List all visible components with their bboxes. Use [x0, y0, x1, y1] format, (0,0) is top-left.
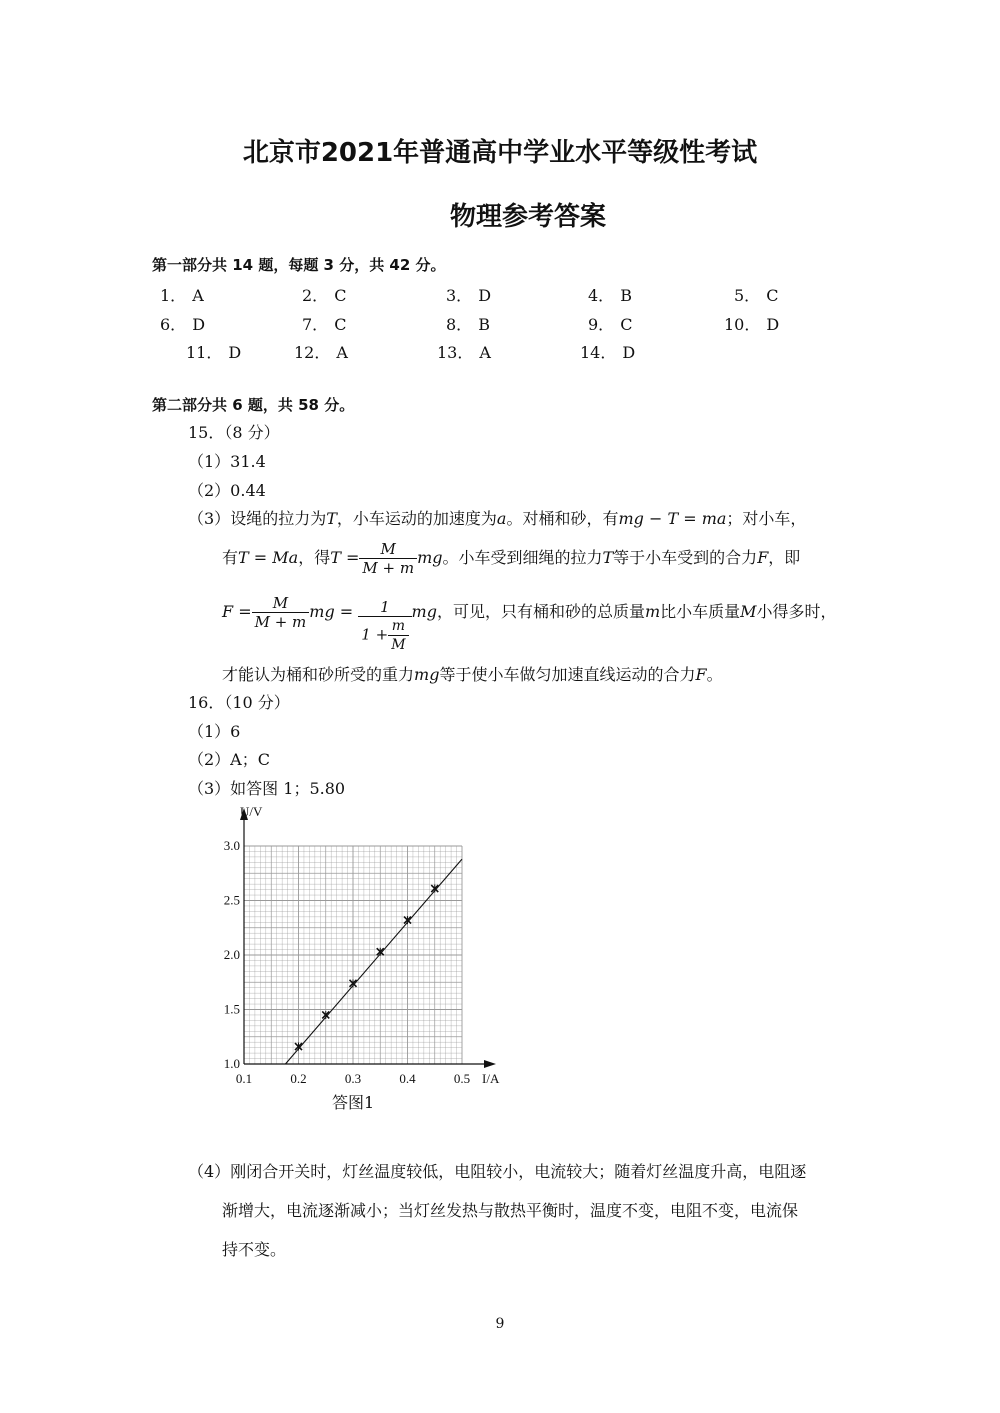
x-tick-label: 0.2 — [290, 1071, 307, 1086]
denominator: M — [388, 635, 408, 654]
equals-sign: = — [339, 602, 354, 621]
mc-question-number: 3． — [446, 286, 473, 305]
var-mg: mg — [417, 548, 443, 567]
q15-answer-1: （1）31.4 — [188, 452, 266, 471]
chart-tick-labels — [224, 838, 470, 1086]
text: ，可见，只有桶和砂的总质量 — [436, 602, 645, 621]
var-T: T — [602, 548, 614, 567]
q16-answer-4-line2: 渐增大，电流逐渐减小；当灯丝发热与散热平衡时，温度不变，电阻不变，电流保 — [222, 1201, 799, 1220]
y-tick-label: 3.0 — [223, 838, 240, 853]
mc-answer-item — [160, 312, 205, 335]
q15-answer-3-line2 — [222, 540, 800, 577]
mc-question-number: 10． — [724, 315, 761, 334]
mc-answer-item — [302, 283, 346, 306]
page-title: 北京市2021年普通高中学业水平等级性考试 — [242, 138, 758, 168]
mc-question-number: 5． — [734, 286, 761, 305]
mc-question-number: 2． — [302, 286, 329, 305]
x-axis-label: I/A — [482, 1071, 500, 1086]
q16-answer-1: （1）6 — [188, 722, 241, 741]
q15-answer-3-line3 — [222, 594, 837, 654]
text: 1 + — [361, 625, 389, 643]
q16-answer-4-line1 — [188, 1152, 806, 1191]
q15-label: 15．（8 分） — [188, 423, 280, 442]
var-a: a — [496, 509, 507, 528]
mc-answer-choice: C — [334, 286, 347, 305]
mc-answer-item — [724, 312, 779, 335]
q15-answer-2: （2）0.44 — [188, 481, 266, 500]
mc-answer-choice: C — [334, 315, 347, 334]
mc-answer-choice: C — [766, 286, 779, 305]
x-tick-label: 0.5 — [453, 1071, 471, 1086]
text: 等于小车受到的合力 — [613, 548, 758, 567]
mc-answer-item — [160, 283, 204, 306]
numerator: M — [380, 540, 396, 558]
mc-question-number: 1． — [160, 286, 187, 305]
fraction-M-over-M-plus-m — [359, 540, 417, 577]
mc-question-number: 9． — [588, 315, 615, 334]
mc-answer-choice: D — [766, 315, 780, 334]
mc-answer-item — [446, 312, 490, 335]
equation-1: mg − T = ma — [618, 509, 727, 528]
denominator: M + m — [252, 612, 310, 631]
q15-answer-3-line1 — [188, 509, 806, 529]
part2-heading: 第二部分共 6 题，共 58 分。 — [152, 396, 355, 414]
text: 小得多时， — [756, 602, 837, 621]
part1-heading: 第一部分共 14 题，每题 3 分，共 42 分。 — [152, 256, 446, 274]
page-number: 9 — [495, 1316, 505, 1332]
var-F: F — [695, 665, 707, 684]
text: ，得 — [298, 548, 331, 567]
text: 。对桶和砂，有 — [506, 509, 619, 528]
mc-answer-choice: A — [479, 343, 491, 362]
mc-question-number: 12． — [294, 343, 331, 362]
mc-answer-choice: D — [622, 343, 636, 362]
q16-answer-2: （2）A；C — [188, 750, 270, 769]
y-tick-label: 1.0 — [223, 1056, 240, 1071]
q16-answer-4-line3: 持不变。 — [222, 1240, 287, 1259]
mc-answer-item — [294, 340, 348, 363]
text: 。小车受到细绳的拉力 — [442, 548, 603, 567]
text: 比小车质量 — [660, 602, 741, 621]
mc-question-number: 14． — [580, 343, 617, 362]
mc-answer-choice: A — [192, 286, 204, 305]
x-tick-label: 0.1 — [235, 1071, 253, 1086]
mc-question-number: 13． — [437, 343, 474, 362]
equation-3-lhs: T = — [330, 548, 360, 567]
mc-answer-choice: D — [478, 286, 492, 305]
mc-question-number: 6． — [160, 315, 187, 334]
chart-axes — [240, 808, 496, 1068]
text: 等于使小车做匀加速直线运动的合力 — [439, 665, 696, 684]
text: 有 — [222, 548, 239, 567]
text: 。 — [706, 665, 723, 684]
y-tick-label: 2.5 — [223, 892, 240, 908]
text: ；对小车， — [726, 509, 807, 528]
x-axis-arrow — [484, 1060, 496, 1068]
text: 刚闭合开关时，灯丝温度较低，电阻较小，电流较大；随着灯丝温度升高，电阻逐 — [230, 1162, 807, 1181]
text: ，小车运动的加速度为 — [336, 509, 497, 528]
y-tick-label: 1.5 — [223, 1001, 240, 1017]
numerator: M — [272, 594, 289, 612]
mc-answer-choice: D — [228, 343, 242, 362]
page-subtitle: 物理参考答案 — [450, 202, 607, 232]
q15-answer-3-line4 — [222, 665, 723, 685]
fraction-1-over-1-plus-m-over-M — [358, 598, 411, 654]
text: 才能认为桶和砂所受的重力 — [222, 665, 415, 684]
var-m: m — [644, 602, 661, 621]
mc-question-number: 8． — [446, 315, 473, 334]
mc-answer-item — [580, 340, 635, 363]
x-tick-label: 0.4 — [399, 1071, 416, 1086]
q15-a3-label: （3） — [188, 509, 231, 528]
var-mg: mg — [309, 602, 335, 621]
x-tick-label: 0.3 — [344, 1071, 362, 1086]
var-T: T — [326, 509, 337, 528]
mc-answer-choice: D — [192, 315, 206, 334]
numerator: m — [391, 617, 405, 634]
mc-answer-item — [186, 340, 241, 363]
fraction-M-over-M-plus-m — [252, 594, 310, 631]
mc-answer-item — [437, 340, 491, 363]
q16-a4-label: （4） — [188, 1162, 231, 1181]
q16-answer-3: （3）如答图 1；5.80 — [188, 779, 346, 798]
mc-answer-choice: A — [336, 343, 348, 362]
denominator — [358, 616, 411, 654]
mc-answer-item — [446, 283, 491, 306]
y-axis-label: U/V — [240, 804, 263, 819]
equation-4-lhs: F = — [222, 602, 252, 621]
mc-answer-choice: B — [620, 286, 632, 305]
var-M: M — [740, 602, 757, 621]
mc-answer-item — [302, 312, 346, 335]
fraction-m-over-M — [388, 617, 408, 654]
denominator: M + m — [359, 558, 417, 577]
text: 设绳的拉力为 — [230, 509, 327, 528]
ui-chart — [200, 800, 520, 1120]
q16-label: 16．（10 分） — [188, 693, 290, 712]
mc-answer-item — [588, 283, 632, 306]
numerator: 1 — [380, 597, 390, 616]
mc-answer-choice: C — [620, 315, 633, 334]
var-mg: mg — [414, 665, 440, 684]
text: ，即 — [768, 548, 801, 567]
mc-question-number: 7． — [302, 315, 329, 334]
equation-2: T = Ma — [238, 548, 299, 567]
chart-caption: 答图1 — [332, 1093, 375, 1112]
mc-answer-item — [734, 283, 778, 306]
mc-answer-item — [588, 312, 632, 335]
y-tick-label: 2.0 — [223, 947, 240, 962]
var-mg: mg — [411, 602, 437, 621]
mc-answer-choice: B — [478, 315, 490, 334]
chart-data-points — [295, 885, 438, 1051]
mc-question-number: 11． — [186, 343, 223, 362]
var-F: F — [757, 548, 769, 567]
mc-question-number: 4． — [588, 286, 615, 305]
